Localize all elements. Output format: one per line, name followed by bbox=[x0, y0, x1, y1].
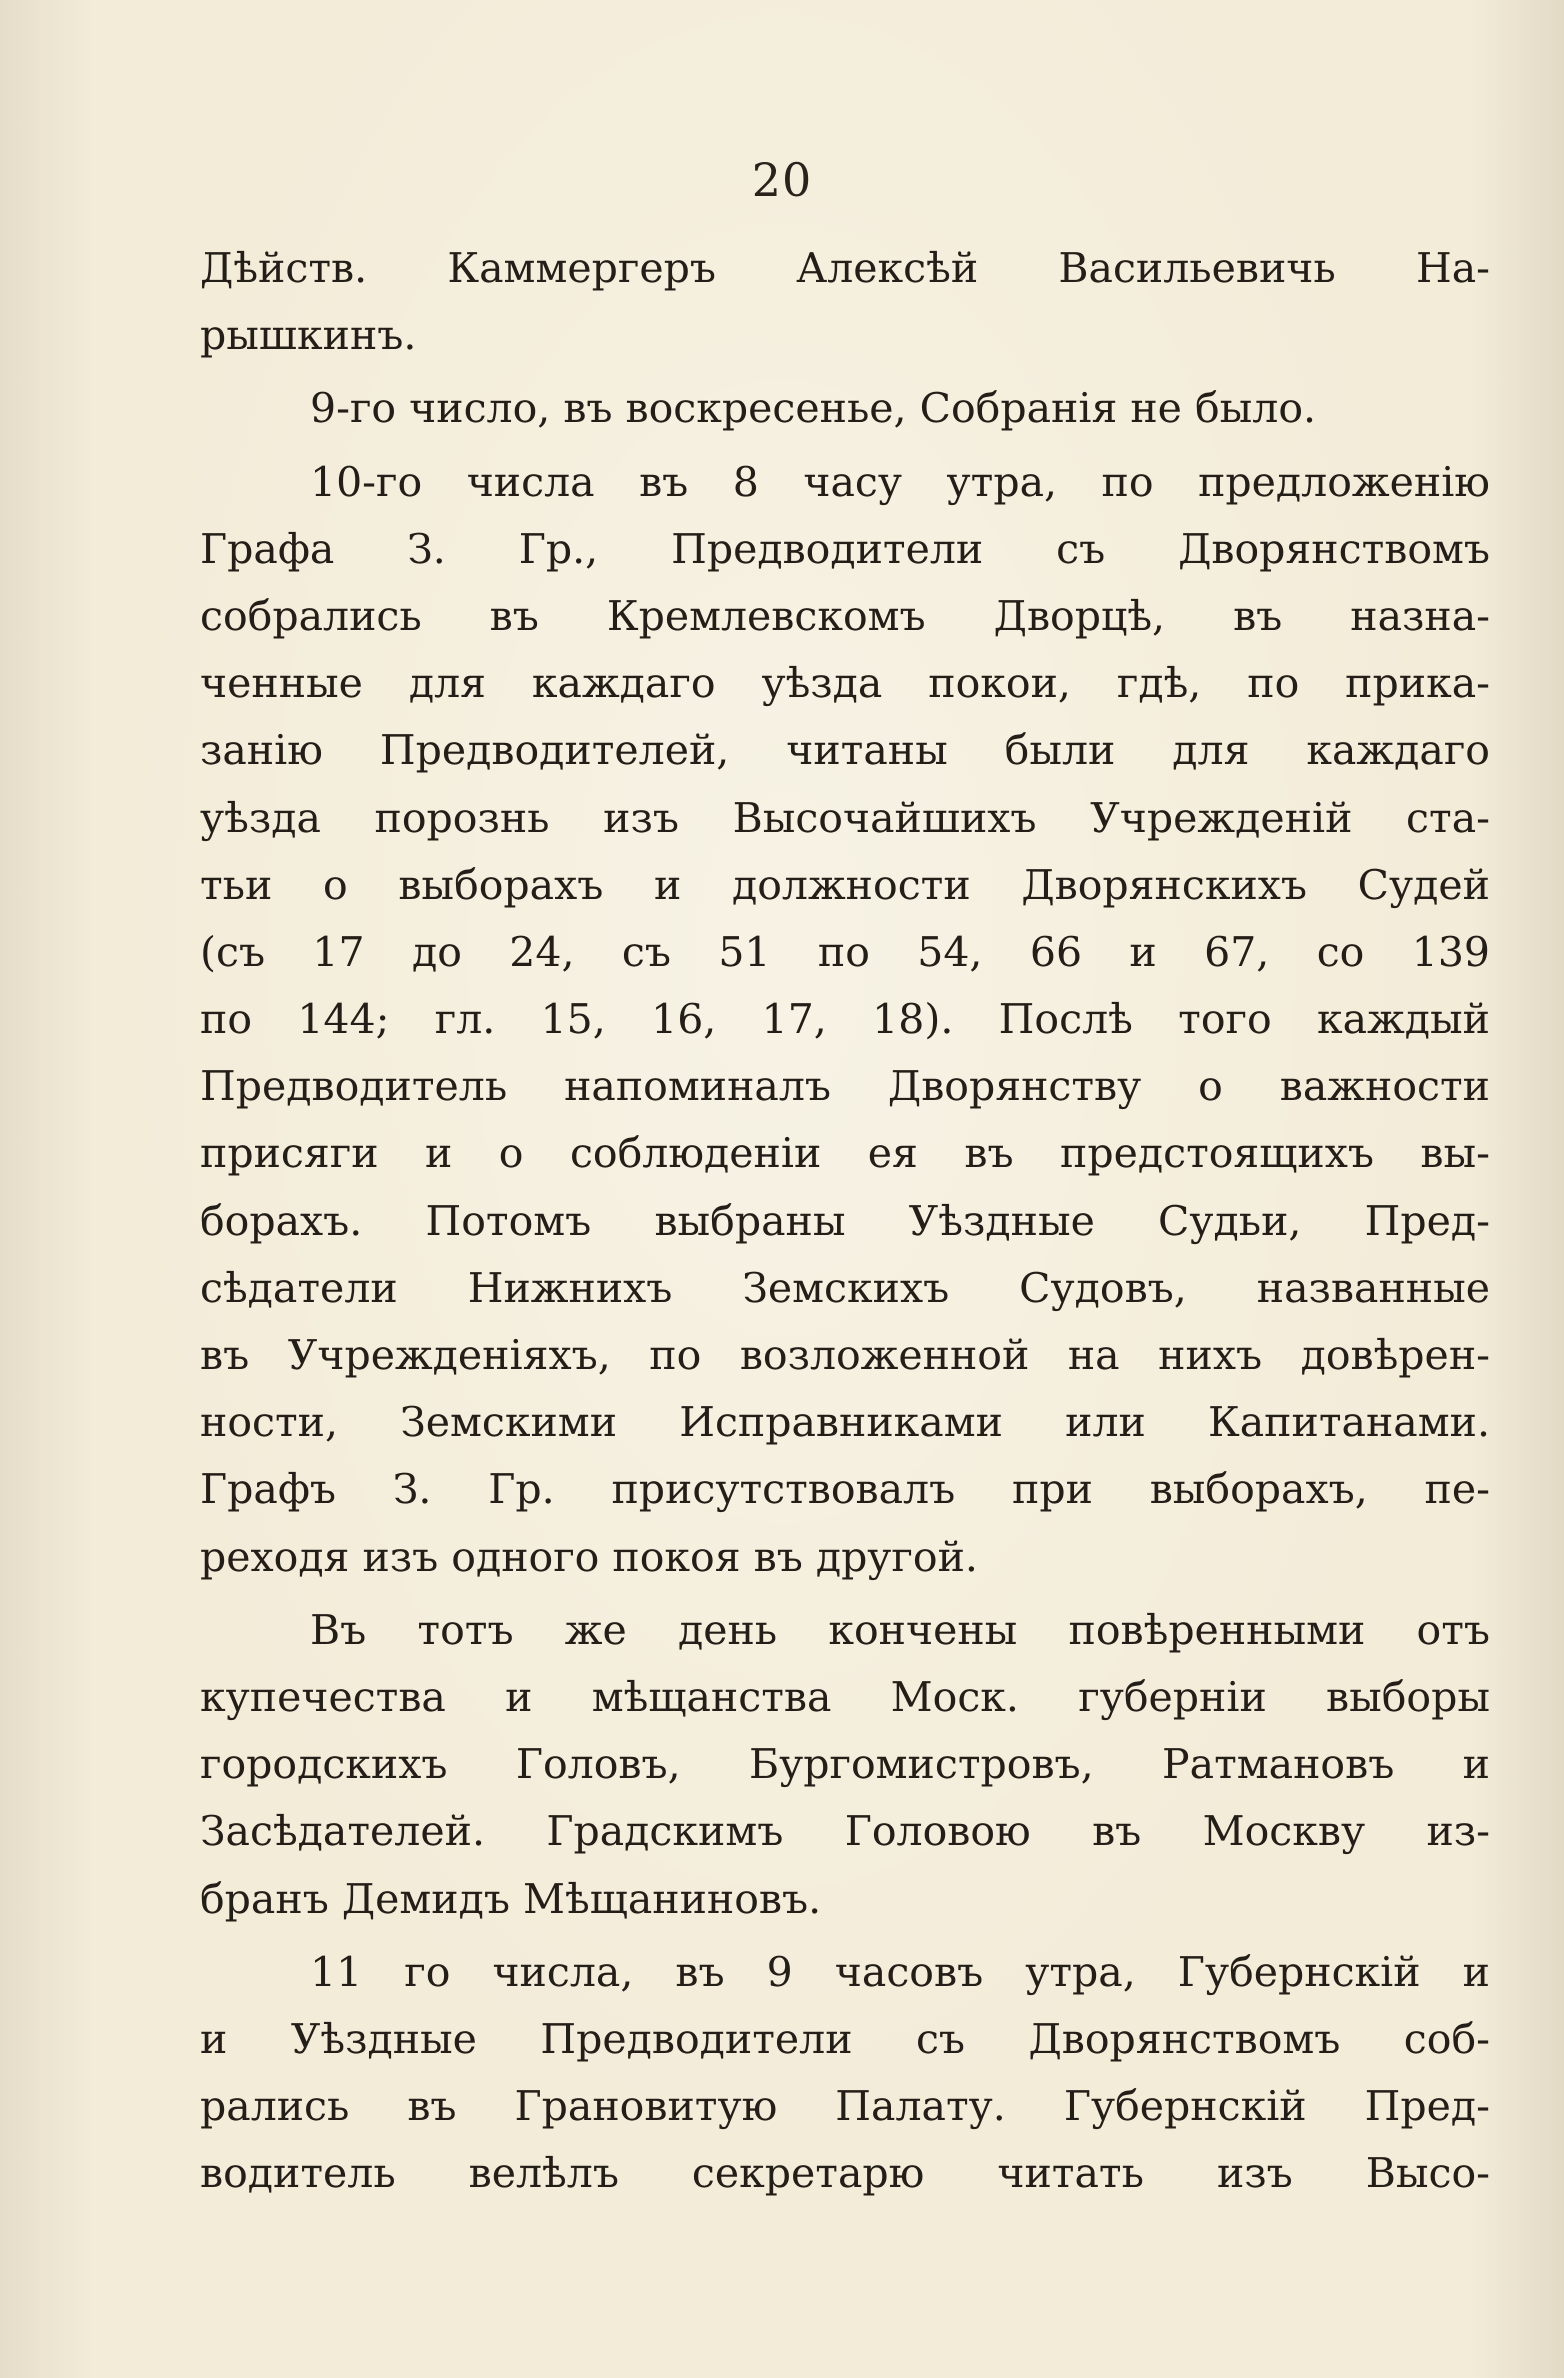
text-line: ченные для каждаго уѣзда покои, гдѣ, по прика- bbox=[200, 659, 1490, 708]
text-line: Графъ З. Гр. присутствовалъ при выборахъ, пе- bbox=[200, 1465, 1490, 1514]
text-line: реходя изъ одного покоя въ другой. bbox=[200, 1532, 978, 1581]
text-line: Засѣдателей. Градскимъ Головою въ Москву из- bbox=[200, 1807, 1490, 1856]
text-line: занію Предводителей, читаны были для каждаго bbox=[200, 726, 1490, 775]
text-line: рались въ Грановитую Палату. Губернскій Пред- bbox=[200, 2082, 1490, 2131]
text-line: по 144; гл. 15, 16, 17, 18). Послѣ того каждый bbox=[200, 995, 1490, 1044]
text-line: рышкинъ. bbox=[200, 311, 417, 360]
text-line: борахъ. Потомъ выбраны Уѣздные Судьи, Пред- bbox=[200, 1196, 1490, 1245]
page-number: 20 bbox=[751, 153, 813, 207]
text-line: въ Учрежденіяхъ, по возложенной на нихъ довѣрен- bbox=[200, 1331, 1490, 1379]
text-line: 9-го число, въ воскресенье, Собранія не было. bbox=[310, 384, 1317, 433]
text-line: купечества и мѣщанства Моск. губерніи выборы bbox=[200, 1672, 1490, 1721]
text-line: сѣдатели Нижнихъ Земскихъ Судовъ, названные bbox=[200, 1263, 1490, 1312]
text-line: Дѣйств. Каммергеръ Алексѣй Васильевичь На- bbox=[200, 244, 1490, 292]
text-line: (съ 17 до 24, съ 51 по 54, 66 и 67, со 139 bbox=[200, 927, 1490, 976]
text-line: присяги и о соблюденіи ея въ предстоящихъ вы- bbox=[200, 1129, 1490, 1178]
body-text bbox=[200, 235, 1490, 2207]
text-line: собрались въ Кремлевскомъ Дворцѣ, въ назна- bbox=[200, 591, 1490, 640]
text-line: и Уѣздные Предводители съ Дворянствомъ соб- bbox=[200, 2014, 1490, 2063]
text-line: уѣзда порознь изъ Высочайшихъ Учрежденій ста- bbox=[200, 793, 1490, 842]
text-line: ности, Земскими Исправниками или Капитанами. bbox=[200, 1398, 1490, 1447]
text-line: 10-го числа въ 8 часу утра, по предложенію bbox=[310, 457, 1490, 506]
text-line: тьи о выборахъ и должности Дворянскихъ Судей bbox=[200, 860, 1490, 909]
text-line: водитель велѣлъ секретарю читать изъ Высо- bbox=[200, 2149, 1490, 2198]
text-line: Предводитель напоминалъ Дворянству о важности bbox=[200, 1062, 1490, 1111]
text-line: Въ тотъ же день кончены повѣренными отъ bbox=[310, 1605, 1490, 1654]
text-line: городскихъ Головъ, Бургомистровъ, Ратмановъ и bbox=[200, 1740, 1490, 1789]
text-line: Графа З. Гр., Предводители съ Дворянствомъ bbox=[200, 524, 1490, 573]
text-line: 11 го числа, въ 9 часовъ утра, Губернскій и bbox=[310, 1947, 1490, 1996]
text-line: бранъ Демидъ Мѣщаниновъ. bbox=[200, 1874, 822, 1923]
